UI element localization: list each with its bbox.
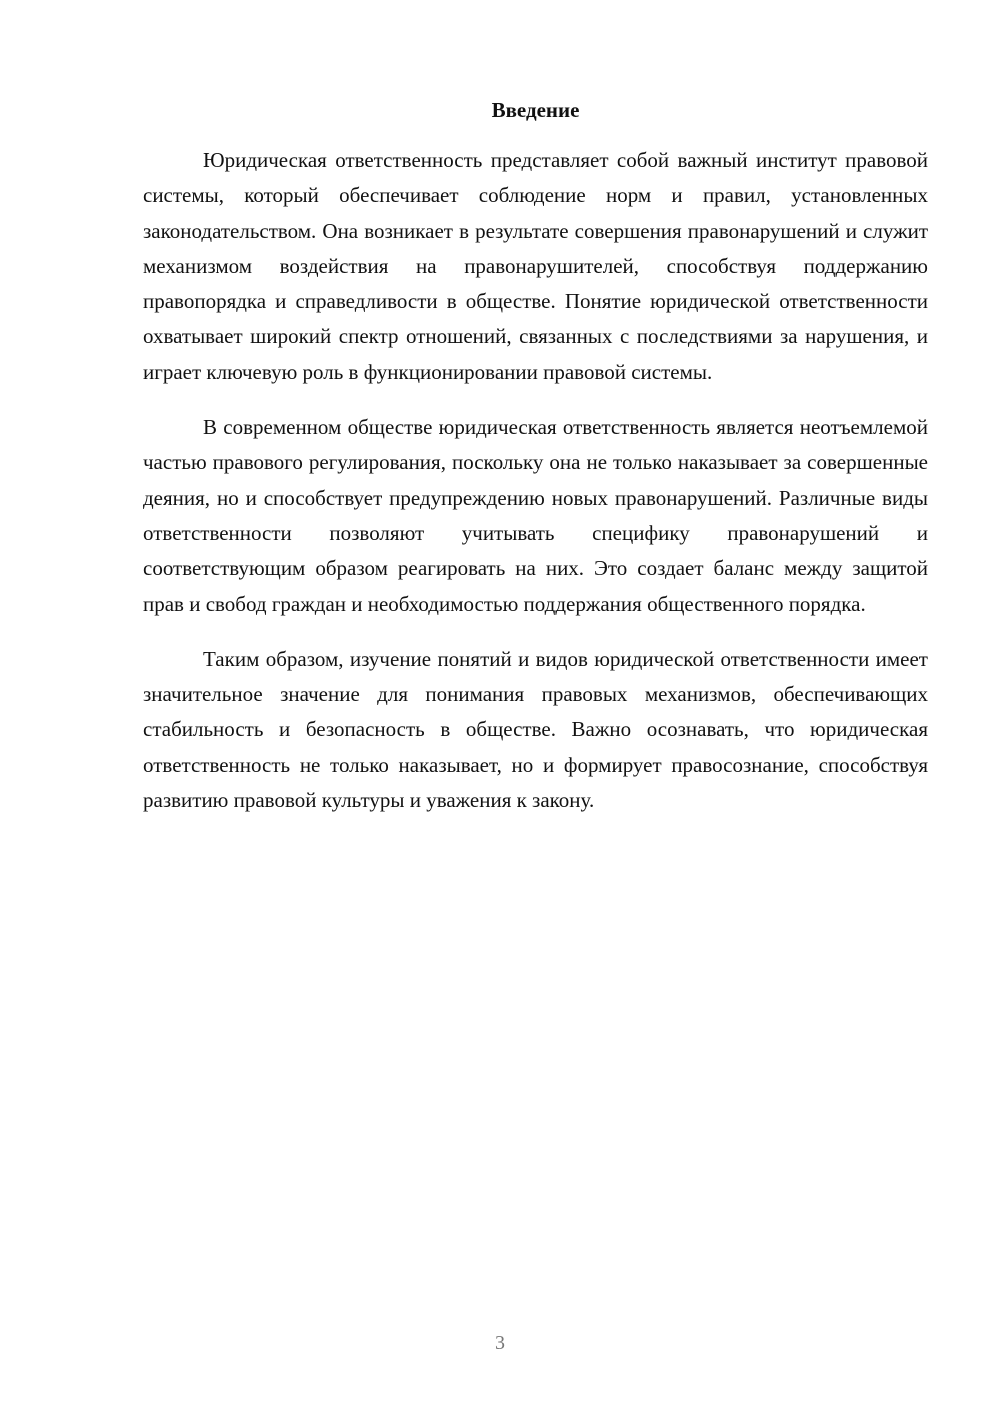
paragraph-2: В современном обществе юридическая ответственность является неотъемлемой частью правового регулирования, поскольку она не только наказывает за совершенные деяния, но и способствует предупреждению новых правонарушений. Различные виды ответственности позволяют учитывать специфику правонарушений и соответствующим образом реагировать на них. Это создает баланс между защитой прав и свобод граждан и необходимостью поддержания общественного порядка. bbox=[143, 415, 928, 616]
paragraph-1: Юридическая ответственность представляет собой важный институт правовой системы, который обеспечивает соблюдение норм и правил, установленных законодательством. Она возникает в результате совершения правонарушений и служит механизмом воздействия на правонарушителей, способствуя поддержанию правопорядка и справедливости в обществе. Понятие юридической ответственности охватывает широкий спектр отношений, связанных с последствиями за нарушения, и играет ключевую роль в функционировании правовой системы. bbox=[143, 148, 928, 384]
paragraph-3: Таким образом, изучение понятий и видов юридической ответственности имеет значительное значение для понимания правовых механизмов, обеспечивающих стабильность и безопасность в обществе. Важно осознавать, что юридическая ответственность не только наказывает, но и формирует правосознание, способствуя развитию правовой культуры и уважения к закону. bbox=[143, 646, 928, 813]
section-heading: Введение bbox=[491, 98, 580, 122]
page-number: 3 bbox=[495, 1332, 505, 1354]
document-page bbox=[143, 95, 928, 838]
